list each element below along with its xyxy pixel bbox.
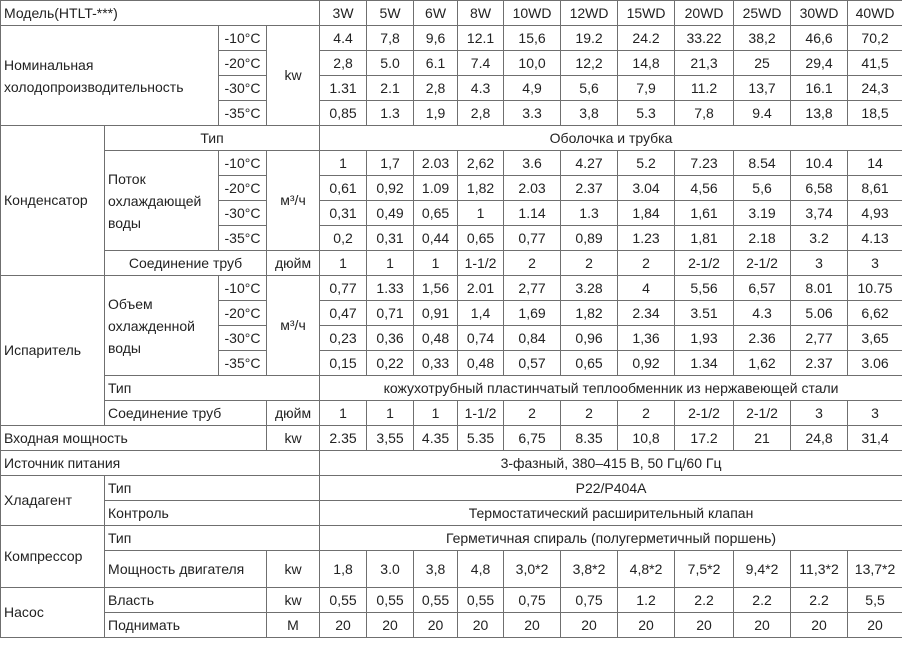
value-cell: 4.27 (561, 151, 618, 176)
value-cell: 21,3 (675, 51, 734, 76)
value-cell: 2.37 (561, 176, 618, 201)
value-cell: 2.2 (791, 588, 848, 613)
temp-cell: -10°C (219, 151, 267, 176)
value-cell: 1.31 (320, 76, 367, 101)
value-cell: 19.2 (561, 26, 618, 51)
unit-cell: дюйм (267, 251, 320, 276)
value-cell: 7.23 (675, 151, 734, 176)
pump-head-label: Поднимать (105, 613, 267, 638)
refrigerant-control-value: Термостатический расширительный клапан (320, 501, 902, 526)
value-cell: 21 (734, 426, 791, 451)
value-cell: 4,93 (848, 201, 902, 226)
temp-cell: -35°C (219, 226, 267, 251)
value-cell: 14,8 (618, 51, 675, 76)
value-cell: 20 (618, 613, 675, 638)
value-cell: 0,31 (320, 201, 367, 226)
refrigerant-type-label: Тип (105, 476, 320, 501)
evaporator-type-row (1, 376, 902, 401)
value-cell: 8.54 (734, 151, 791, 176)
value-cell: 70,2 (848, 26, 902, 51)
value-cell: 3 (791, 251, 848, 276)
model-cell: 5W (367, 1, 414, 26)
value-cell: 0,77 (320, 276, 367, 301)
value-cell: 1.09 (414, 176, 458, 201)
model-cell: 12WD (561, 1, 618, 26)
value-cell: 2,77 (504, 276, 561, 301)
temp-cell: -35°C (219, 101, 267, 126)
value-cell: 3.19 (734, 201, 791, 226)
value-cell: 7.4 (458, 51, 504, 76)
value-cell: 15,6 (504, 26, 561, 51)
value-cell: 1,82 (458, 176, 504, 201)
value-cell: 12,2 (561, 51, 618, 76)
unit-cell: м³/ч (267, 151, 320, 251)
value-cell: 0,2 (320, 226, 367, 251)
value-cell: 3.2 (791, 226, 848, 251)
value-cell: 1,93 (675, 326, 734, 351)
temp-cell: -35°C (219, 351, 267, 376)
value-cell: 20 (458, 613, 504, 638)
value-cell: 1,36 (618, 326, 675, 351)
input-power-row (1, 426, 902, 451)
value-cell: 0,96 (561, 326, 618, 351)
value-cell: 4.35 (414, 426, 458, 451)
value-cell: 1,7 (367, 151, 414, 176)
value-cell: 6,58 (791, 176, 848, 201)
value-cell: 0,92 (618, 351, 675, 376)
pump-power-row (1, 588, 902, 613)
value-cell: 16.1 (791, 76, 848, 101)
value-cell: 2.03 (414, 151, 458, 176)
value-cell: 4,56 (675, 176, 734, 201)
compressor-power-label: Мощность двигателя (105, 551, 267, 588)
unit-cell: M (267, 613, 320, 638)
value-cell: 1,81 (675, 226, 734, 251)
value-cell: 1,8 (320, 551, 367, 588)
cooling-label: Номинальная холодопроизводительность (1, 26, 219, 126)
value-cell: 20 (367, 613, 414, 638)
value-cell: 2.03 (504, 176, 561, 201)
model-cell: 15WD (618, 1, 675, 26)
value-cell: 3.3 (504, 101, 561, 126)
value-cell: 3.51 (675, 301, 734, 326)
value-cell: 1 (414, 251, 458, 276)
value-cell: 2.34 (618, 301, 675, 326)
value-cell: 2,8 (320, 51, 367, 76)
value-cell: 0,91 (414, 301, 458, 326)
value-cell: 2.2 (675, 588, 734, 613)
evaporator-type-value: кожухотрубный пластинчатый теплообменник из нержавеющей стали (320, 376, 902, 401)
value-cell: 2.01 (458, 276, 504, 301)
condenser-type-value: Оболочка и трубка (320, 126, 902, 151)
temp-cell: -20°C (219, 176, 267, 201)
value-cell: 0,36 (367, 326, 414, 351)
refrigerant-label: Хладагент (1, 476, 105, 526)
value-cell: 7,9 (618, 76, 675, 101)
value-cell: 9,4*2 (734, 551, 791, 588)
condenser-type-row (1, 126, 902, 151)
value-cell: 2 (618, 401, 675, 426)
value-cell: 0,47 (320, 301, 367, 326)
value-cell: 0,22 (367, 351, 414, 376)
value-cell: 0,92 (367, 176, 414, 201)
value-cell: 3 (848, 401, 902, 426)
value-cell: 1 (367, 251, 414, 276)
value-cell: 4,8 (458, 551, 504, 588)
value-cell: 0,75 (504, 588, 561, 613)
value-cell: 2,77 (791, 326, 848, 351)
temp-cell: -30°C (219, 326, 267, 351)
value-cell: 1 (414, 401, 458, 426)
value-cell: 1,56 (414, 276, 458, 301)
value-cell: 24.2 (618, 26, 675, 51)
refrigerant-control-row (1, 501, 902, 526)
compressor-type-label: Тип (105, 526, 320, 551)
cooling-row (1, 26, 902, 51)
value-cell: 1.34 (675, 351, 734, 376)
value-cell: 0,71 (367, 301, 414, 326)
value-cell: 6,57 (734, 276, 791, 301)
unit-cell: kw (267, 588, 320, 613)
temp-cell: -20°C (219, 301, 267, 326)
evaporator-pipe-row (1, 401, 902, 426)
value-cell: 1,61 (675, 201, 734, 226)
condenser-label: Конденсатор (1, 126, 105, 276)
value-cell: 1 (320, 151, 367, 176)
value-cell: 5.0 (367, 51, 414, 76)
value-cell: 0,75 (561, 588, 618, 613)
value-cell: 1-1/2 (458, 251, 504, 276)
value-cell: 38,2 (734, 26, 791, 51)
value-cell: 2 (618, 251, 675, 276)
model-cell: 40WD (848, 1, 902, 26)
value-cell: 1 (458, 201, 504, 226)
value-cell: 1.3 (561, 201, 618, 226)
value-cell: 2 (504, 251, 561, 276)
value-cell: 24,8 (791, 426, 848, 451)
value-cell: 9,6 (414, 26, 458, 51)
value-cell: 6.1 (414, 51, 458, 76)
value-cell: 2.18 (734, 226, 791, 251)
value-cell: 6,62 (848, 301, 902, 326)
value-cell: 2,8 (458, 101, 504, 126)
value-cell: 8,61 (848, 176, 902, 201)
value-cell: 18,5 (848, 101, 902, 126)
power-supply-row (1, 451, 902, 476)
value-cell: 20 (675, 613, 734, 638)
value-cell: 0,48 (458, 351, 504, 376)
pump-label: Насос (1, 588, 105, 638)
refrigerant-type-row (1, 476, 902, 501)
condenser-pipe-row (1, 251, 902, 276)
value-cell: 0,15 (320, 351, 367, 376)
value-cell: 5,6 (734, 176, 791, 201)
value-cell: 2-1/2 (675, 251, 734, 276)
value-cell: 8.35 (561, 426, 618, 451)
power-supply-label: Источник питания (1, 451, 320, 476)
model-cell: 20WD (675, 1, 734, 26)
pump-head-row (1, 613, 902, 638)
value-cell: 41,5 (848, 51, 902, 76)
value-cell: 7,5*2 (675, 551, 734, 588)
value-cell: 5,5 (848, 588, 902, 613)
value-cell: 0,55 (320, 588, 367, 613)
compressor-label: Компрессор (1, 526, 105, 588)
value-cell: 0,49 (367, 201, 414, 226)
value-cell: 3.28 (561, 276, 618, 301)
value-cell: 2,8 (414, 76, 458, 101)
value-cell: 3.06 (848, 351, 902, 376)
value-cell: 0,33 (414, 351, 458, 376)
value-cell: 4,9 (504, 76, 561, 101)
value-cell: 0,23 (320, 326, 367, 351)
value-cell: 5.3 (618, 101, 675, 126)
value-cell: 0,65 (561, 351, 618, 376)
value-cell: 9.4 (734, 101, 791, 126)
condenser-pipe-label: Соединение труб (105, 251, 267, 276)
value-cell: 4.4 (320, 26, 367, 51)
value-cell: 13,7*2 (848, 551, 902, 588)
value-cell: 5,6 (561, 76, 618, 101)
value-cell: 1,69 (504, 301, 561, 326)
power-supply-value: 3-фазный, 380–415 В, 50 Гц/60 Гц (320, 451, 902, 476)
condenser-flow-row (1, 151, 902, 176)
compressor-type-value: Герметичная спираль (полугерметичный поршень) (320, 526, 902, 551)
evaporator-flow-label: Объем охлажденной воды (105, 276, 219, 376)
unit-cell: kw (267, 426, 320, 451)
value-cell: 3,74 (791, 201, 848, 226)
evaporator-pipe-label: Соединение труб (105, 401, 267, 426)
value-cell: 1,9 (414, 101, 458, 126)
value-cell: 1.14 (504, 201, 561, 226)
value-cell: 3,65 (848, 326, 902, 351)
compressor-type-row (1, 526, 902, 551)
value-cell: 0,55 (414, 588, 458, 613)
condenser-flow-label: Поток охлаждающей воды (105, 151, 219, 251)
value-cell: 0,55 (458, 588, 504, 613)
value-cell: 1-1/2 (458, 401, 504, 426)
value-cell: 1 (320, 401, 367, 426)
value-cell: 29,4 (791, 51, 848, 76)
value-cell: 2.36 (734, 326, 791, 351)
value-cell: 46,6 (791, 26, 848, 51)
value-cell: 1,84 (618, 201, 675, 226)
value-cell: 0,65 (458, 226, 504, 251)
evaporator-type-label: Тип (105, 376, 320, 401)
input-power-label: Входная мощность (1, 426, 267, 451)
evaporator-label: Испаритель (1, 276, 105, 426)
value-cell: 25 (734, 51, 791, 76)
unit-cell: дюйм (267, 401, 320, 426)
value-cell: 1.2 (618, 588, 675, 613)
value-cell: 20 (504, 613, 561, 638)
model-cell: 10WD (504, 1, 561, 26)
model-cell: 3W (320, 1, 367, 26)
value-cell: 14 (848, 151, 902, 176)
value-cell: 0,74 (458, 326, 504, 351)
temp-cell: -10°C (219, 276, 267, 301)
value-cell: 4.3 (458, 76, 504, 101)
value-cell: 1,82 (561, 301, 618, 326)
value-cell: 11.2 (675, 76, 734, 101)
value-cell: 0,61 (320, 176, 367, 201)
value-cell: 11,3*2 (791, 551, 848, 588)
value-cell: 10,8 (618, 426, 675, 451)
value-cell: 24,3 (848, 76, 902, 101)
value-cell: 3,8 (414, 551, 458, 588)
value-cell: 1,4 (458, 301, 504, 326)
value-cell: 20 (320, 613, 367, 638)
value-cell: 7,8 (675, 101, 734, 126)
value-cell: 5.2 (618, 151, 675, 176)
value-cell: 3.0 (367, 551, 414, 588)
value-cell: 2-1/2 (734, 401, 791, 426)
model-cell: 30WD (791, 1, 848, 26)
value-cell: 0,84 (504, 326, 561, 351)
value-cell: 2.2 (734, 588, 791, 613)
temp-cell: -20°C (219, 51, 267, 76)
value-cell: 2 (504, 401, 561, 426)
temp-cell: -10°C (219, 26, 267, 51)
value-cell: 33.22 (675, 26, 734, 51)
refrigerant-type-value: Р22/Р404А (320, 476, 902, 501)
value-cell: 6,75 (504, 426, 561, 451)
value-cell: 2,62 (458, 151, 504, 176)
value-cell: 2-1/2 (675, 401, 734, 426)
value-cell: 3 (848, 251, 902, 276)
evaporator-flow-row (1, 276, 902, 301)
value-cell: 2.1 (367, 76, 414, 101)
value-cell: 17.2 (675, 426, 734, 451)
temp-cell: -30°C (219, 201, 267, 226)
value-cell: 0,44 (414, 226, 458, 251)
value-cell: 12.1 (458, 26, 504, 51)
value-cell: 3,0*2 (504, 551, 561, 588)
value-cell: 20 (848, 613, 902, 638)
value-cell: 10,0 (504, 51, 561, 76)
value-cell: 10.4 (791, 151, 848, 176)
value-cell: 3 (791, 401, 848, 426)
value-cell: 2-1/2 (734, 251, 791, 276)
refrigerant-control-label: Контроль (105, 501, 320, 526)
value-cell: 20 (734, 613, 791, 638)
value-cell: 10.75 (848, 276, 902, 301)
value-cell: 0,77 (504, 226, 561, 251)
value-cell: 1.23 (618, 226, 675, 251)
model-cell: 25WD (734, 1, 791, 26)
value-cell: 4.13 (848, 226, 902, 251)
model-label: Модель(HTLT-***) (1, 1, 320, 26)
value-cell: 5.06 (791, 301, 848, 326)
value-cell: 31,4 (848, 426, 902, 451)
value-cell: 3.04 (618, 176, 675, 201)
value-cell: 0,65 (414, 201, 458, 226)
value-cell: 0,89 (561, 226, 618, 251)
value-cell: 5,56 (675, 276, 734, 301)
value-cell: 3.6 (504, 151, 561, 176)
value-cell: 2 (561, 401, 618, 426)
value-cell: 5.35 (458, 426, 504, 451)
value-cell: 1,62 (734, 351, 791, 376)
model-cell: 8W (458, 1, 504, 26)
value-cell: 0,31 (367, 226, 414, 251)
value-cell: 1.3 (367, 101, 414, 126)
value-cell: 1 (367, 401, 414, 426)
temp-cell: -30°C (219, 76, 267, 101)
value-cell: 3,55 (367, 426, 414, 451)
value-cell: 3,8 (561, 101, 618, 126)
compressor-power-row (1, 551, 902, 588)
value-cell: 4 (618, 276, 675, 301)
value-cell: 0,85 (320, 101, 367, 126)
value-cell: 20 (791, 613, 848, 638)
value-cell: 2.37 (791, 351, 848, 376)
value-cell: 20 (414, 613, 458, 638)
value-cell: 7,8 (367, 26, 414, 51)
header-row (1, 1, 902, 26)
model-cell: 6W (414, 1, 458, 26)
value-cell: 4.3 (734, 301, 791, 326)
value-cell: 4,8*2 (618, 551, 675, 588)
unit-cell: kw (267, 551, 320, 588)
value-cell: 0,55 (367, 588, 414, 613)
value-cell: 2 (561, 251, 618, 276)
value-cell: 8.01 (791, 276, 848, 301)
value-cell: 3,8*2 (561, 551, 618, 588)
value-cell: 0,57 (504, 351, 561, 376)
value-cell: 2.35 (320, 426, 367, 451)
value-cell: 13,7 (734, 76, 791, 101)
value-cell: 0,48 (414, 326, 458, 351)
pump-power-label: Власть (105, 588, 267, 613)
value-cell: 1 (320, 251, 367, 276)
unit-cell: м³/ч (267, 276, 320, 376)
condenser-type-label: Тип (105, 126, 320, 151)
value-cell: 1.33 (367, 276, 414, 301)
value-cell: 20 (561, 613, 618, 638)
value-cell: 13,8 (791, 101, 848, 126)
unit-cell: kw (267, 26, 320, 126)
